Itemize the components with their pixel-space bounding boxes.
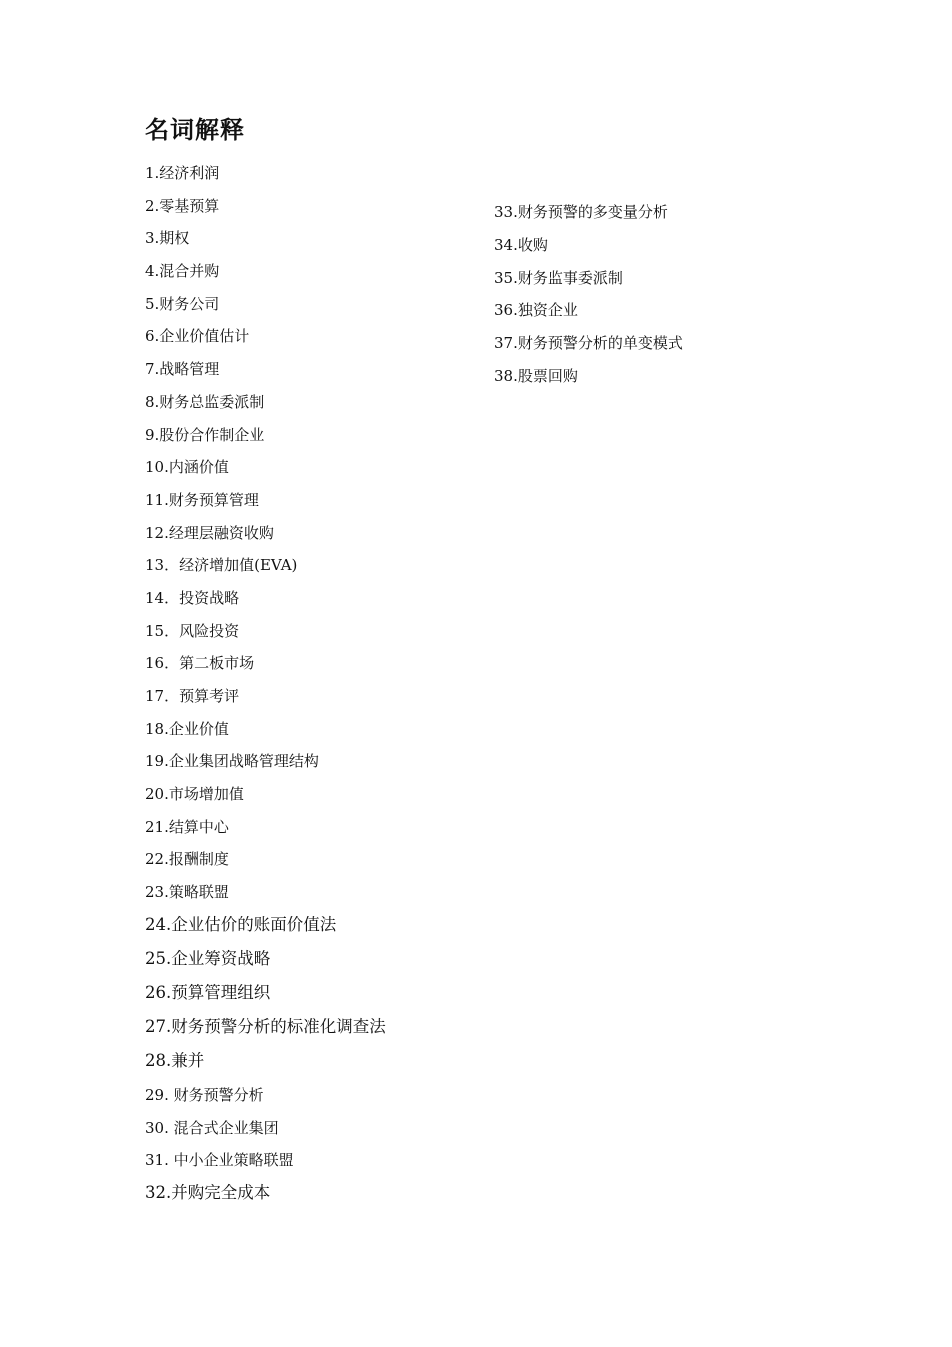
list-item: 2.零基预算 xyxy=(145,196,220,215)
list-item: 17．预算考评 xyxy=(145,687,240,705)
list-item: 14．投资战略 xyxy=(145,588,240,607)
list-item: 36.独资企业 xyxy=(494,301,578,320)
list-item: 11.财务预算管理 xyxy=(145,490,259,509)
list-item: 23.策略联盟 xyxy=(145,883,229,902)
list-item: 16．第二板市场 xyxy=(145,654,255,673)
list-item: 20.市场增加值 xyxy=(145,785,244,804)
list-item: 26.预算管理组织 xyxy=(145,982,271,1002)
list-item: 38.股票回购 xyxy=(494,366,578,385)
list-item: 12.经理层融资收购 xyxy=(145,523,274,542)
list-item: 30. 混合式企业集团 xyxy=(145,1118,279,1137)
list-item: 6.企业价值估计 xyxy=(145,327,250,346)
list-item: 32.并购完全成本 xyxy=(145,1182,271,1202)
list-item: 21.结算中心 xyxy=(145,817,229,836)
list-item: 7.战略管理 xyxy=(145,360,220,379)
list-item: 34.收购 xyxy=(494,235,548,254)
list-item: 8.财务总监委派制 xyxy=(145,392,265,411)
page-title: 名词解释 xyxy=(145,116,245,144)
list-item: 18.企业价值 xyxy=(145,719,229,738)
list-item: 35.财务监事委派制 xyxy=(494,268,623,287)
list-item: 29. 财务预警分析 xyxy=(145,1085,264,1104)
list-item: 22.报酬制度 xyxy=(145,850,229,869)
list-item: 31. 中小企业策略联盟 xyxy=(145,1151,294,1170)
list-item: 13．经济增加值(EVA) xyxy=(145,556,298,575)
list-item: 25.企业筹资战略 xyxy=(145,948,271,968)
list-item: 9.股份合作制企业 xyxy=(145,425,265,444)
list-item: 28.兼并 xyxy=(145,1050,205,1070)
list-item: 24.企业估价的账面价值法 xyxy=(145,914,337,934)
list-item: 3.期权 xyxy=(145,229,190,248)
list-item: 5.财务公司 xyxy=(145,294,220,313)
list-item: 37.财务预警分析的单变模式 xyxy=(494,334,683,353)
list-item: 33.财务预警的多变量分析 xyxy=(494,203,668,221)
list-item: 1.经济利润 xyxy=(145,164,220,182)
list-item: 27.财务预警分析的标准化调查法 xyxy=(145,1016,386,1036)
list-item: 19.企业集团战略管理结构 xyxy=(145,752,319,771)
list-item: 4.混合并购 xyxy=(145,262,220,281)
terms-list-right xyxy=(494,199,824,396)
list-item: 15．风险投资 xyxy=(145,621,240,640)
list-item: 10.内涵价值 xyxy=(145,458,229,477)
terms-list-left xyxy=(145,160,475,1214)
